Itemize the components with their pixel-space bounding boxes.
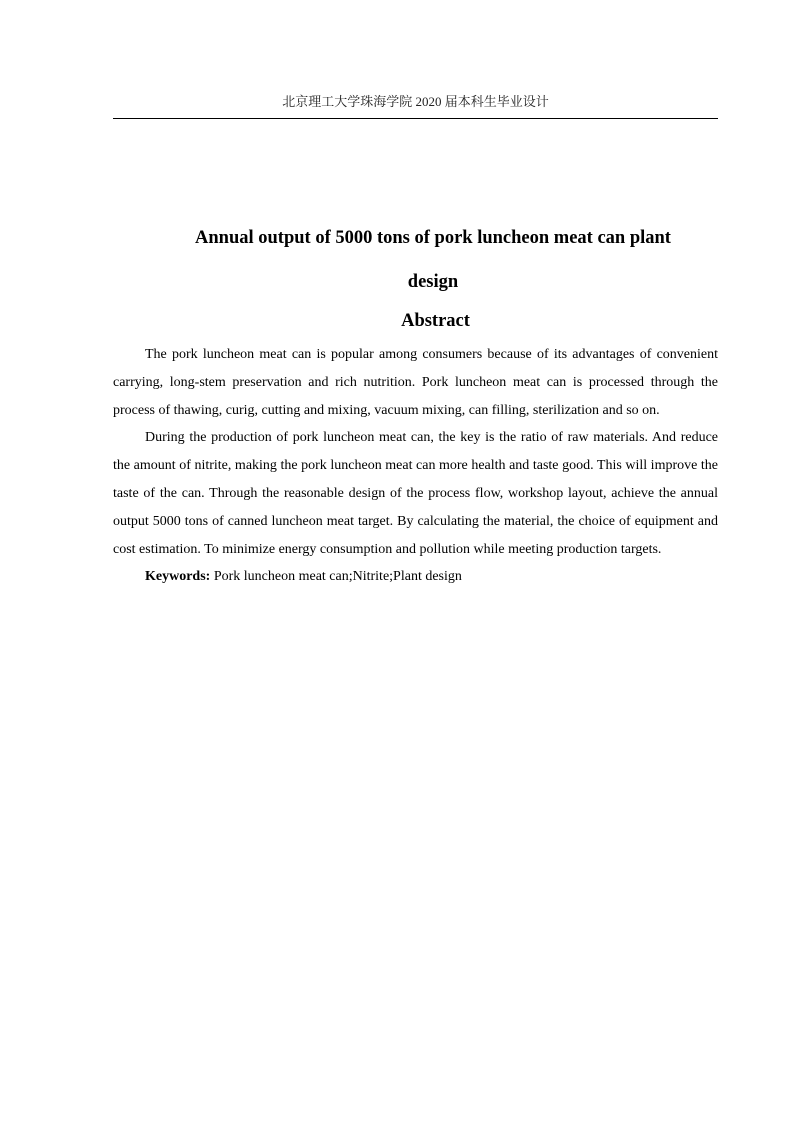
keywords-value: Pork luncheon meat can;Nitrite;Plant design bbox=[210, 569, 462, 585]
keywords-line bbox=[113, 563, 718, 591]
page-header: 北京理工大学珠海学院 2020 届本科生毕业设计 bbox=[282, 94, 549, 109]
keywords-label: Keywords: bbox=[145, 569, 211, 585]
abstract-paragraph-1: The pork luncheon meat can is popular among consumers because of its advantages of convenient carrying, long-stem preservation and rich nutrition. Pork luncheon meat can is processed through the process of thawing, curig, cutting and mixing, vacuum mixing, can filling, sterilization and so on. bbox=[113, 347, 718, 418]
abstract-body bbox=[113, 341, 718, 591]
thesis-title-line-2: design bbox=[407, 272, 459, 292]
header-divider bbox=[113, 118, 718, 119]
abstract-paragraph-2: During the production of pork luncheon meat can, the key is the ratio of raw materials. And reduce the amount of nitrite, making the pork luncheon meat can more health and taste good. This will improve the taste of the can. Through the reasonable design of the process flow, workshop layout, achieve the annual output 5000 tons of canned luncheon meat target. By calculating the material, the choice of equipment and cost estimation. To minimize energy consumption and pollution while meeting production targets. bbox=[113, 430, 718, 557]
thesis-title bbox=[113, 216, 753, 304]
thesis-title-line-1: Annual output of 5000 tons of pork luncheon meat can plant bbox=[195, 228, 671, 248]
abstract-heading: Abstract bbox=[401, 311, 470, 331]
